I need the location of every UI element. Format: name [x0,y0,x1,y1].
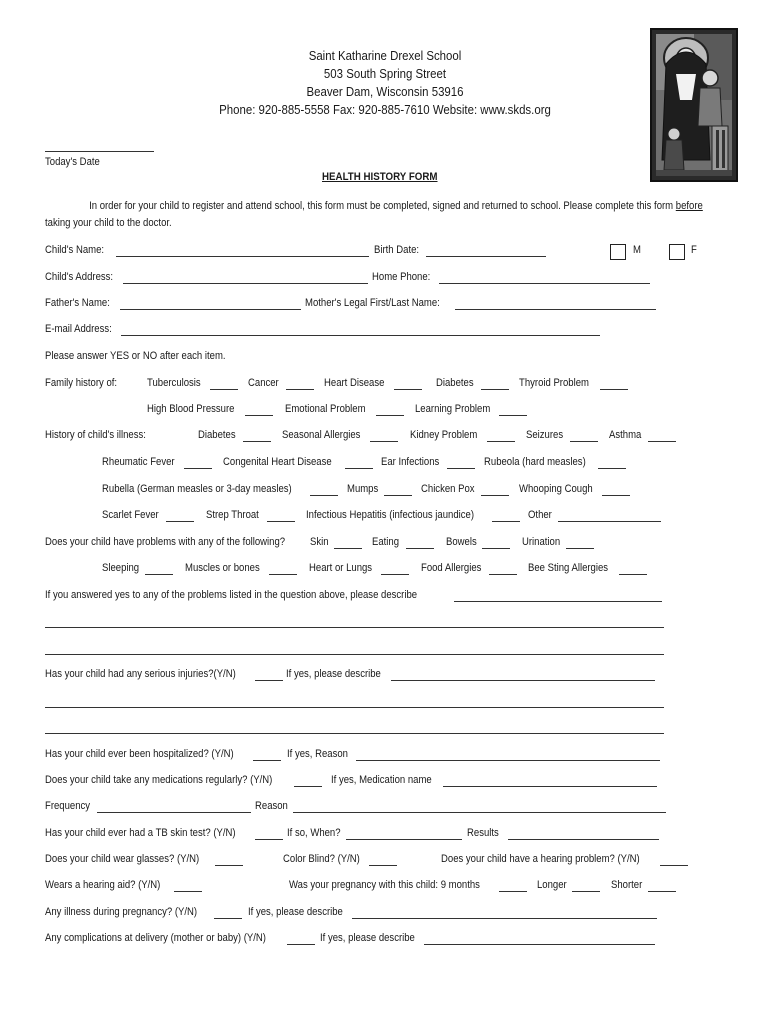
pr-heart-lungs-answer[interactable] [381,574,409,575]
injuries-describe-label: If yes, please describe [286,668,381,680]
tb-test-question: Has your child ever had a TB skin test? (Y/N) [45,827,236,839]
ci-rubella-answer[interactable] [310,495,338,496]
color-blind-answer[interactable] [369,865,397,866]
ci-diabetes-answer[interactable] [243,441,271,442]
tb-when-label: If so, When? [287,827,341,839]
instructions: Please answer YES or NO after each item. [45,350,226,362]
pr-bowels-answer[interactable] [482,548,510,549]
ci-strep-throat: Strep Throat [206,509,259,521]
fh-heart-disease: Heart Disease [324,377,385,389]
fh-learning-problem: Learning Problem [415,403,491,415]
tb-results-field[interactable] [508,839,659,840]
fh-learning-problem-answer[interactable] [499,415,527,416]
describe-problems-label: If you answered yes to any of the problems listed in the question above, please describe [45,589,418,601]
mothers-name-field[interactable] [455,309,656,310]
ci-asthma: Asthma [609,429,642,441]
pregnancy-illness-answer[interactable] [214,918,242,919]
hearing-aid-question: Wears a hearing aid? (Y/N) [45,879,161,891]
fathers-name-label: Father's Name: [45,297,110,309]
fh-cancer-answer[interactable] [286,389,314,390]
pr-muscles-answer[interactable] [269,574,297,575]
pr-skin: Skin [310,536,329,548]
describe-problems-line-3[interactable] [45,654,664,655]
injuries-describe-field[interactable] [391,680,655,681]
stained-glass-icon [652,30,736,180]
hearing-problem-answer[interactable] [660,865,688,866]
pr-urination-answer[interactable] [566,548,594,549]
glasses-answer[interactable] [215,865,243,866]
pr-sleeping-answer[interactable] [145,574,173,575]
fh-thyroid: Thyroid Problem [519,377,589,389]
frequency-label: Frequency [45,800,91,812]
pregnancy-illness-question: Any illness during pregnancy? (Y/N) [45,906,198,918]
delivery-describe-field[interactable] [424,944,655,945]
ci-kidney-problem-answer[interactable] [487,441,515,442]
ci-other: Other [528,509,552,521]
tb-when-field[interactable] [346,839,462,840]
ci-strep-throat-answer[interactable] [267,521,295,522]
pr-eating-answer[interactable] [406,548,434,549]
email-label: E-mail Address: [45,323,112,335]
delivery-complications-answer[interactable] [287,944,315,945]
ci-rheumatic-fever-answer[interactable] [184,468,212,469]
intro-paragraph [45,198,711,232]
school-street: 503 South Spring Street [323,66,447,81]
glasses-question: Does your child wear glasses? (Y/N) [45,853,200,865]
fh-emotional-problem-answer[interactable] [376,415,404,416]
ci-scarlet-fever-answer[interactable] [166,521,194,522]
pregnancy-longer-answer[interactable] [572,891,600,892]
ci-scarlet-fever: Scarlet Fever [102,509,159,521]
medication-reason-field[interactable] [293,812,666,813]
hearing-problem-question: Does your child have a hearing problem? (Y/N) [441,853,640,865]
school-city: Beaver Dam, Wisconsin 53916 [306,84,464,99]
ci-rubeola: Rubeola (hard measles) [484,456,586,468]
ci-infectious-hepatitis-answer[interactable] [492,521,520,522]
childs-address-label: Child's Address: [45,271,114,283]
todays-date-label: Today's Date [45,156,100,168]
mothers-name-label: Mother's Legal First/Last Name: [305,297,440,309]
ci-mumps-answer[interactable] [384,495,412,496]
pregnancy-shorter-label: Shorter [611,879,643,891]
fh-high-blood-pressure: High Blood Pressure [147,403,235,415]
ci-kidney-problem: Kidney Problem [410,429,478,441]
pr-sleeping: Sleeping [102,562,140,574]
ci-rubella: Rubella (German measles or 3-day measles) [102,483,292,495]
ci-whooping-cough-answer[interactable] [602,495,630,496]
injuries-line-3[interactable] [45,733,664,734]
fh-tuberculosis: Tuberculosis [147,377,201,389]
fh-heart-disease-answer[interactable] [394,389,422,390]
delivery-complications-question: Any complications at delivery (mother or baby) (Y/N) [45,932,266,944]
fh-high-blood-pressure-answer[interactable] [245,415,273,416]
pregnancy-shorter-answer[interactable] [648,891,676,892]
medication-reason-label: Reason [255,800,288,812]
ci-other-answer[interactable] [558,521,661,522]
medication-name-field[interactable] [443,786,657,787]
medication-name-label: If yes, Medication name [331,774,432,786]
pr-urination: Urination [522,536,561,548]
medications-question: Does your child take any medications regularly? (Y/N) [45,774,273,786]
ci-whooping-cough: Whooping Cough [519,483,593,495]
delivery-describe-label: If yes, please describe [320,932,415,944]
intro-text-2: taking your child to the doctor. [45,217,172,229]
pregnancy-term-question: Was your pregnancy with this child: 9 months [289,879,480,891]
female-label: F [691,244,697,256]
ci-seizures: Seizures [526,429,564,441]
birth-date-label: Birth Date: [374,244,420,256]
pregnancy-9-months-answer[interactable] [499,891,527,892]
ci-chicken-pox-answer[interactable] [481,495,509,496]
ci-asthma-answer[interactable] [648,441,676,442]
childs-address-field[interactable] [123,283,368,284]
medications-answer[interactable] [294,786,322,787]
pr-eating: Eating [372,536,400,548]
problems-question: Does your child have problems with any of the following? [45,536,286,548]
pregnancy-longer-label: Longer [537,879,567,891]
ci-congenital-heart-answer[interactable] [345,468,373,469]
hospitalized-answer[interactable] [253,760,281,761]
date-line[interactable] [45,151,154,152]
pr-food-allergies-answer[interactable] [489,574,517,575]
family-history-label: Family history of: [45,377,118,389]
intro-emphasis: before [675,200,703,212]
hearing-aid-answer[interactable] [174,891,202,892]
fh-diabetes: Diabetes [436,377,474,389]
injuries-answer[interactable] [255,680,283,681]
ci-diabetes: Diabetes [198,429,236,441]
ci-ear-infections: Ear Infections [381,456,440,468]
form-title: HEALTH HISTORY FORM [322,171,438,183]
male-checkbox[interactable] [610,244,626,260]
frequency-field[interactable] [97,812,251,813]
ci-seasonal-allergies-answer[interactable] [370,441,398,442]
ci-rubeola-answer[interactable] [598,468,626,469]
pr-bee-sting-answer[interactable] [619,574,647,575]
pr-muscles: Muscles or bones [185,562,260,574]
hospitalized-reason-label: If yes, Reason [287,748,348,760]
child-illness-label: History of child's illness: [45,429,146,441]
pr-food-allergies: Food Allergies [421,562,482,574]
fh-diabetes-answer[interactable] [481,389,509,390]
hospitalized-reason-field[interactable] [356,760,660,761]
color-blind-question: Color Blind? (Y/N) [283,853,360,865]
injuries-line-2[interactable] [45,707,664,708]
childs-name-field[interactable] [116,256,369,257]
hospitalized-question: Has your child ever been hospitalized? (Y/N) [45,748,234,760]
ci-rheumatic-fever: Rheumatic Fever [102,456,175,468]
describe-problems-line-2[interactable] [45,627,664,628]
home-phone-field[interactable] [439,283,650,284]
saint-katharine-stained-glass-logo [650,28,738,182]
ci-ear-infections-answer[interactable] [447,468,475,469]
tb-test-answer[interactable] [255,839,283,840]
pregnancy-illness-describe-label: If yes, please describe [248,906,343,918]
ci-seizures-answer[interactable] [570,441,598,442]
pr-bee-sting: Bee Sting Allergies [528,562,609,574]
fh-emotional-problem: Emotional Problem [285,403,366,415]
fathers-name-field[interactable] [120,309,301,310]
describe-problems-field[interactable] [454,601,662,602]
pregnancy-illness-describe-field[interactable] [352,918,657,919]
fh-cancer: Cancer [248,377,279,389]
intro-text-1: In order for your child to register and attend school, this form must be completed, signed and returned to school. Please complete this form [89,200,676,212]
fh-thyroid-answer[interactable] [600,389,628,390]
school-contact: Phone: 920-885-5558 Fax: 920-885-7610 Website: www.skds.org [219,102,551,117]
childs-name-label: Child's Name: [45,244,105,256]
fh-tuberculosis-answer[interactable] [210,389,238,390]
home-phone-label: Home Phone: [372,271,431,283]
ci-infectious-hepatitis: Infectious Hepatitis (infectious jaundice) [306,509,475,521]
ci-mumps: Mumps [347,483,379,495]
ci-congenital-heart: Congenital Heart Disease [223,456,332,468]
pr-heart-lungs: Heart or Lungs [309,562,373,574]
female-checkbox[interactable] [669,244,685,260]
injuries-question: Has your child had any serious injuries?(Y/N) [45,668,236,680]
school-name: Saint Katharine Drexel School [308,48,462,63]
ci-chicken-pox: Chicken Pox [421,483,475,495]
tb-results-label: Results [467,827,499,839]
birth-date-field[interactable] [426,256,546,257]
email-field[interactable] [121,335,600,336]
pr-skin-answer[interactable] [334,548,362,549]
male-label: M [633,244,641,256]
pr-bowels: Bowels [446,536,477,548]
ci-seasonal-allergies: Seasonal Allergies [282,429,361,441]
